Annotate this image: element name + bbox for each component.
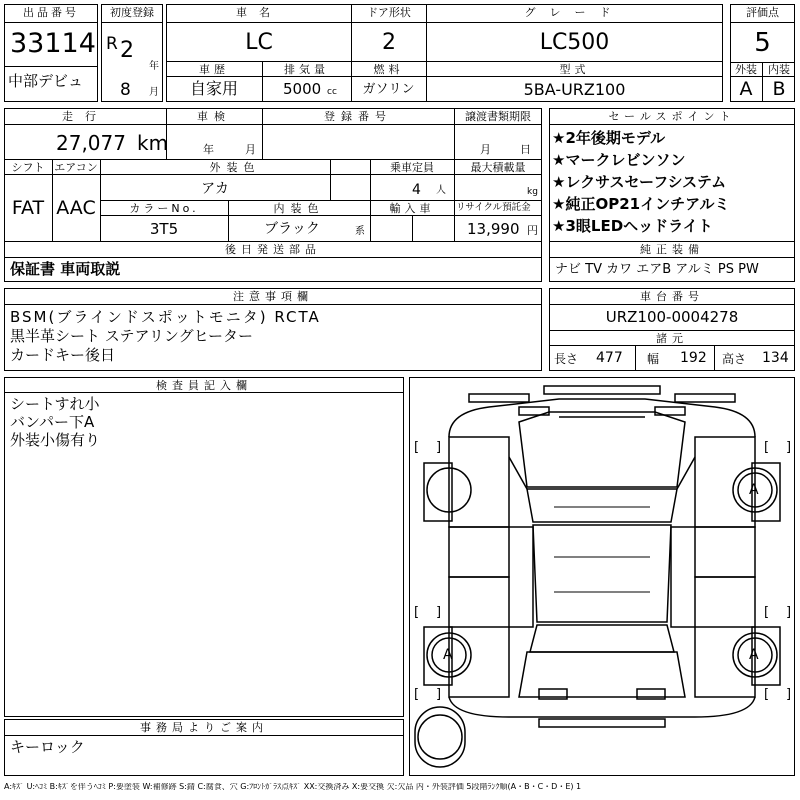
recycle-unit: 円 <box>527 224 538 237</box>
mileage-unit: km <box>137 131 169 155</box>
width: 192 <box>680 350 707 366</box>
transfer-day-unit: 日 <box>520 143 531 156</box>
capacity-unit: 人 <box>436 185 446 196</box>
inspection-month-unit: 月 <box>245 143 256 156</box>
registration-label: 初度登録 <box>110 6 154 19</box>
exterior-grade: A <box>739 78 753 100</box>
note-line: カードキー後日 <box>10 346 116 364</box>
capacity: 4 <box>412 182 421 198</box>
bracket-mark: ] <box>436 605 442 620</box>
displacement-unit: cc <box>327 87 337 97</box>
lot-label: 出品番号 <box>23 6 79 19</box>
equipment-label: 純正装備 <box>640 243 704 256</box>
height: 134 <box>762 350 789 366</box>
sales-point: ★2年後期モデル <box>552 129 666 147</box>
interior-grade-label: 内装 <box>768 63 790 76</box>
sales-points-label: セールスポイント <box>608 110 736 123</box>
shift-label: シフト <box>11 161 45 174</box>
history-label: 車歴 <box>199 63 229 76</box>
reg-year: 2 <box>120 38 134 63</box>
exterior-grade-label: 外装 <box>735 63 757 76</box>
interior-grade: B <box>772 78 786 100</box>
recycle-amount: 13,990 <box>467 220 520 238</box>
interior-color: ブラック <box>264 221 320 237</box>
sales-point: ★マークレビンソン <box>552 151 686 169</box>
interior-color-unit: 系 <box>355 226 365 237</box>
model-label: 型式 <box>559 63 590 76</box>
lot-number: 33114 <box>10 28 96 59</box>
equipment: ナビ TV カワ エアB アルミ PS PW <box>555 262 759 277</box>
recycle-label: リサイクル預託金 <box>456 202 531 213</box>
damage-mark: A <box>443 647 453 663</box>
bracket-mark: ] <box>436 687 442 702</box>
venue: 中部デビュ <box>8 72 84 90</box>
inspection-label: 車検 <box>197 110 231 123</box>
era: R <box>106 34 118 54</box>
model: 5BA-URZ100 <box>523 80 626 99</box>
sales-point: ★レクサスセーフシステム <box>552 173 727 191</box>
grade: LC500 <box>539 30 610 55</box>
sales-point: ★3眼LEDヘッドライト <box>552 217 713 235</box>
office-label: 事務局よりご案内 <box>140 721 268 734</box>
width-label: 幅 <box>647 352 660 366</box>
color-no: 3T5 <box>149 220 179 238</box>
load-unit: kg <box>527 187 538 197</box>
reg-month: 8 <box>120 80 131 100</box>
shipping-parts-label: 後日発送部品 <box>225 243 321 256</box>
score-label: 評価点 <box>746 6 779 19</box>
chassis-number: URZ100-0004278 <box>605 308 739 326</box>
month-unit: 月 <box>149 87 159 98</box>
mileage-label: 走行 <box>62 110 108 123</box>
car-name-label: 車名 <box>236 6 282 19</box>
load-label: 最大積載量 <box>470 161 526 174</box>
fuel: ガソリン <box>362 82 415 97</box>
color-label: 外装色 <box>209 161 261 174</box>
dims-label: 諸元 <box>656 332 688 345</box>
history: 自家用 <box>189 79 238 98</box>
damage-mark: A <box>749 647 759 663</box>
score: 5 <box>754 28 771 58</box>
inspector-line: シートすれ小 <box>10 395 100 413</box>
office-note: キーロック <box>10 738 85 756</box>
shipping-parts: 保証書 車両取説 <box>10 260 121 278</box>
inspection-year-unit: 年 <box>203 143 214 156</box>
ac-label: エアコン <box>54 161 98 174</box>
notes-label: 注意事項欄 <box>233 290 313 303</box>
car-outline <box>409 377 795 776</box>
length-label: 長さ <box>554 352 579 366</box>
color-no-label: カラーNo. <box>129 202 199 215</box>
bracket-mark: [ <box>764 605 770 620</box>
color: アカ <box>201 181 229 197</box>
capacity-label: 乗車定員 <box>390 161 434 174</box>
transfer-month-unit: 月 <box>480 143 491 156</box>
mileage: 27,077 <box>56 131 126 155</box>
displacement-label: 排気量 <box>284 63 329 76</box>
interior-color-label: 内装色 <box>273 202 325 215</box>
inspector-line: バンパー下A <box>10 413 95 431</box>
legend: A:ｷｽﾞ U:ﾍｺﾐ B:ｷｽﾞを伴うﾍｺﾐ P:要塗装 W:補修跡 S:錆 C:腐食、穴 G:ﾌﾛﾝﾄｶﾞﾗｽ点ｷｽﾞ XX:交換済み X:要交換 欠:欠品 内・外装評価 5段階ﾗﾝｸ順(A・B・C・D・E) 1 <box>4 783 582 791</box>
door-count: 2 <box>382 30 396 55</box>
sales-point: ★純正OP21インチアルミ <box>552 195 730 213</box>
door-label: ドア形状 <box>367 6 411 19</box>
year-unit: 年 <box>149 61 159 72</box>
fuel-label: 燃料 <box>373 63 404 76</box>
inspector-label: 検査員記入欄 <box>156 379 252 392</box>
bracket-mark: [ <box>414 440 420 455</box>
plate-label: 登録番号 <box>324 110 392 123</box>
inspector-line: 外装小傷有り <box>10 431 101 449</box>
shift: FAT <box>11 197 45 219</box>
ac: AAC <box>56 197 96 219</box>
bracket-mark: [ <box>414 605 420 620</box>
bracket-mark: [ <box>764 440 770 455</box>
damage-mark: A <box>749 482 759 498</box>
grade-label: グレード <box>524 6 625 19</box>
import-label: 輸入車 <box>389 202 435 215</box>
car-name: LC <box>245 30 273 55</box>
bracket-mark: ] <box>786 440 792 455</box>
bracket-mark: ] <box>786 687 792 702</box>
note-line: BSM(ブラインドスポットモニタ) RCTA <box>10 308 321 326</box>
chassis-label: 車台番号 <box>640 290 704 303</box>
length: 477 <box>596 350 623 366</box>
bracket-mark: [ <box>414 687 420 702</box>
bracket-mark: [ <box>764 687 770 702</box>
height-label: 高さ <box>722 352 747 366</box>
displacement: 5000 <box>283 80 322 98</box>
bracket-mark: ] <box>436 440 442 455</box>
transfer-label: 譲渡書類期限 <box>465 110 531 123</box>
note-line: 黒半革シート ステアリングヒーター <box>10 327 253 345</box>
bracket-mark: ] <box>786 605 792 620</box>
